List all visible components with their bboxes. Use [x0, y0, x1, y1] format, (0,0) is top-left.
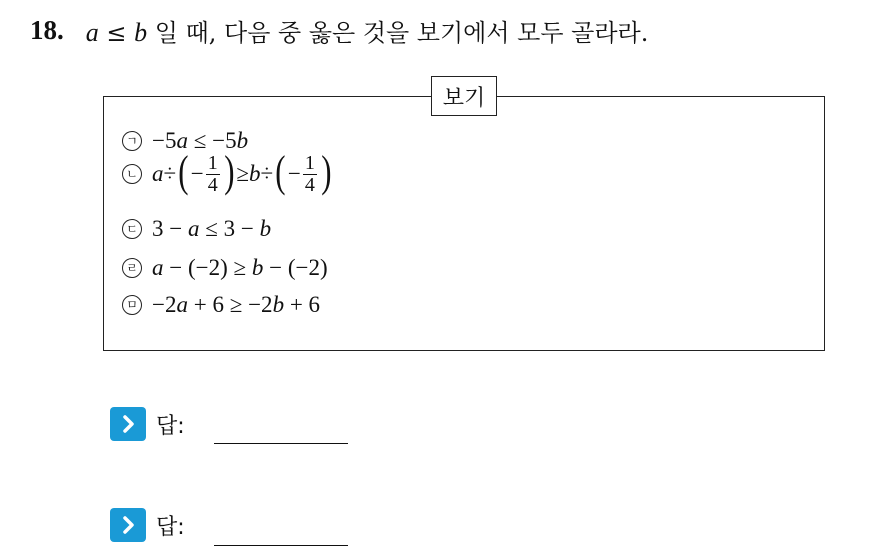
item-expression — [152, 255, 328, 281]
item-marker: ㄹ — [122, 258, 142, 278]
bogi-title: 보기 — [431, 76, 497, 116]
answer-row-1 — [110, 407, 185, 441]
item-marker: ㅁ — [122, 295, 142, 315]
chevron-right-icon — [110, 407, 146, 441]
item-mieum — [122, 292, 320, 318]
right-paren: ) — [321, 147, 332, 196]
frac-denominator: 4 — [304, 173, 315, 196]
var-a: a — [85, 17, 99, 47]
expr-var: b — [272, 292, 285, 317]
item-expression — [152, 216, 271, 242]
neg-sign: − — [190, 161, 204, 186]
left-paren: ( — [275, 147, 286, 196]
expr-var: a — [152, 255, 164, 280]
fraction — [206, 153, 220, 196]
expr-part: − (−2) — [263, 255, 328, 280]
expr-var: a — [152, 161, 164, 186]
expr-var: b — [249, 161, 261, 186]
question-body: 일 때, 다음 중 옳은 것을 보기에서 모두 골라라. — [147, 18, 649, 47]
question-number: 18. — [30, 14, 64, 45]
answer-blank-1[interactable] — [214, 443, 348, 444]
div-sign: ÷ — [163, 161, 177, 186]
var-b: b — [134, 17, 148, 47]
item-expression — [152, 292, 320, 318]
question-text — [86, 13, 649, 48]
item-digeut — [122, 216, 271, 242]
answer-blank-2[interactable] — [214, 545, 348, 546]
expr-part: 3 − — [152, 216, 188, 241]
frac-numerator: 1 — [304, 151, 315, 174]
expr-part: + 6 ≥ −2 — [187, 292, 273, 317]
frac-numerator: 1 — [207, 151, 218, 174]
expr-var: b — [251, 255, 264, 280]
frac-denominator: 4 — [207, 173, 218, 196]
question-line — [30, 10, 648, 50]
item-rieul — [122, 255, 328, 281]
expr-part: ≤ 3 − — [199, 216, 260, 241]
expr-part: + 6 — [284, 292, 321, 317]
expr-part: −5 — [152, 128, 177, 153]
item-nieun — [122, 147, 333, 196]
expr-var: a — [176, 128, 188, 153]
answer-row-2 — [110, 508, 185, 542]
expr-part: − (−2) ≥ — [163, 255, 252, 280]
right-paren: ) — [223, 147, 235, 196]
answer-label: 답: — [156, 413, 185, 439]
expr-part: −2 — [152, 292, 177, 317]
left-paren: ( — [178, 147, 189, 196]
expr-var: b — [259, 216, 272, 241]
div-sign: ÷ — [260, 161, 274, 186]
item-marker: ㄷ — [122, 219, 142, 239]
answer-label: 답: — [156, 514, 185, 540]
fraction — [303, 153, 317, 196]
expr-var: a — [176, 292, 188, 317]
leq-sign: ≤ — [98, 18, 135, 47]
expr-var: a — [187, 216, 200, 241]
expr-var: b — [236, 128, 249, 153]
item-expression — [152, 147, 333, 196]
item-marker: ㄱ — [122, 131, 142, 151]
expr-part: ≤ −5 — [187, 128, 237, 153]
chevron-right-icon — [110, 508, 146, 542]
geq-sign: ≥ — [236, 161, 250, 186]
neg-sign: − — [287, 161, 301, 186]
item-marker: ㄴ — [122, 164, 142, 184]
